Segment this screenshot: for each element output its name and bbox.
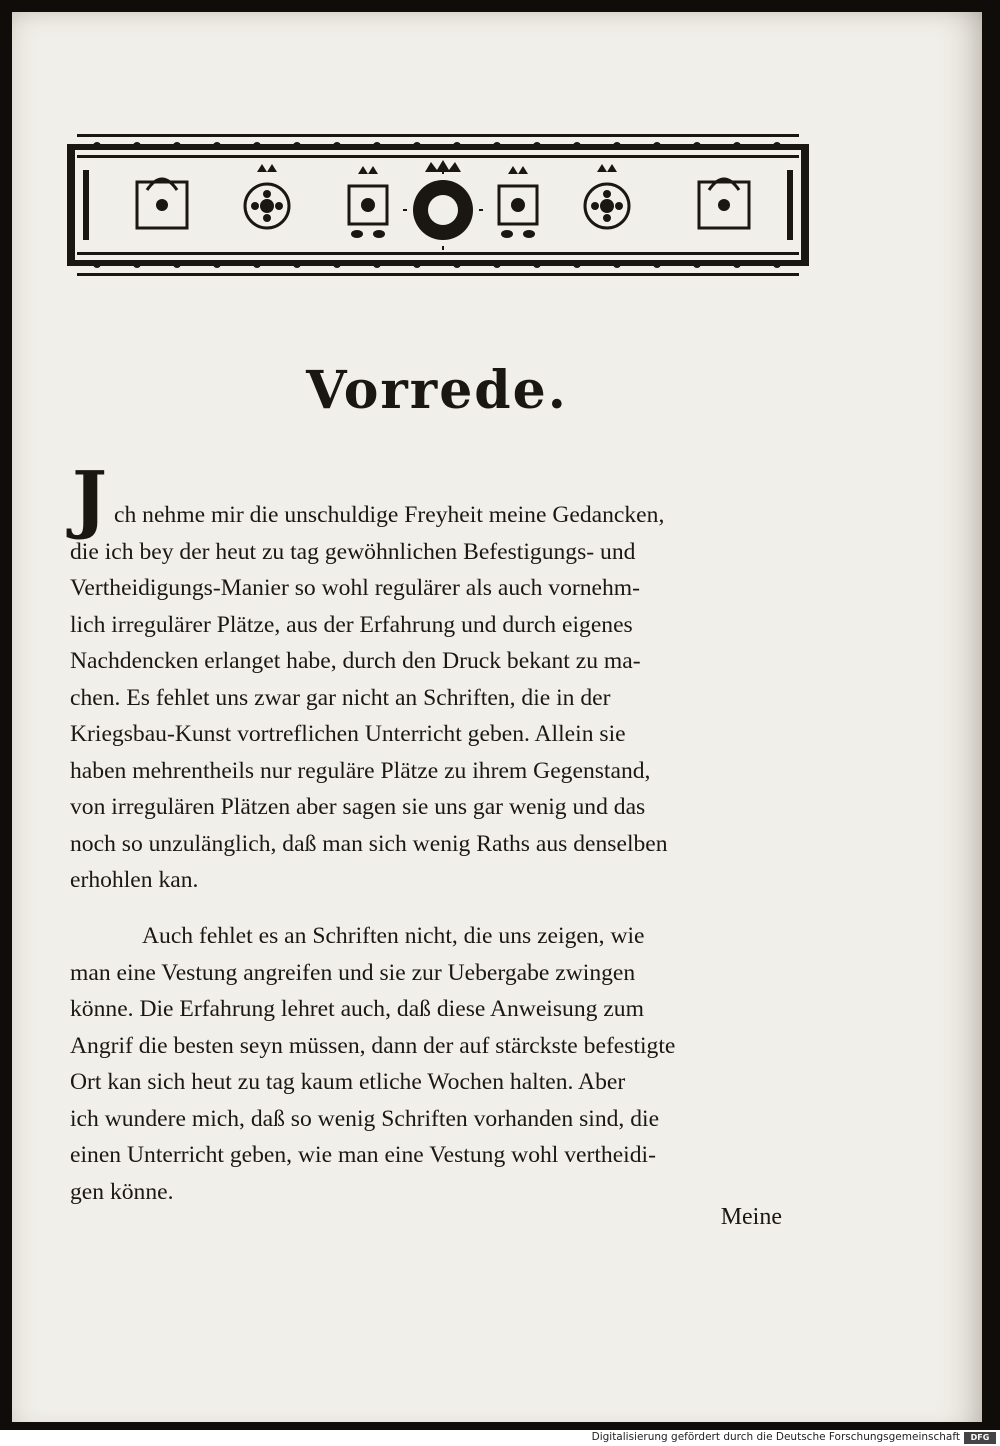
page-title: Vorrede. xyxy=(306,360,568,421)
text-line: Nachdencken erlanget habe, durch den Druck bekant zu ma- xyxy=(70,648,641,674)
text-line: Angrif die besten seyn müssen, dann der auf stärckste befestigte xyxy=(70,1032,676,1059)
catchword: Meine xyxy=(720,1204,782,1230)
text-line: Ort kan sich heut zu tag kaum etliche Wochen halten. Aber xyxy=(70,1069,626,1095)
text-line: lich irregulärer Plätze, aus der Erfahrung und durch eigenes xyxy=(70,611,633,638)
text-line: die ich bey der heut zu tag gewöhnlichen Befestigungs- und xyxy=(70,538,636,565)
book-page xyxy=(12,12,982,1422)
text-line: ch nehme mir die unschuldige Freyheit meine Gedancken, xyxy=(114,502,665,528)
paragraph-2 xyxy=(70,918,812,1210)
paragraph-1 xyxy=(70,497,812,899)
decorative-header-band xyxy=(67,130,809,280)
text-line: haben mehrentheils nur reguläre Plätze zu ihrem Gegenstand, xyxy=(70,757,651,784)
text-line: man eine Vestung angreifen und sie zur Uebergabe zwingen xyxy=(70,959,636,986)
footer-credit: Digitalisierung gefördert durch die Deutsche Forschungsgemeinschaft xyxy=(591,1431,960,1443)
text-line: Auch fehlet es an Schriften nicht, die uns zeigen, wie xyxy=(142,923,645,949)
ornament-svg xyxy=(67,130,809,280)
text-line: gen könne. xyxy=(70,1178,174,1205)
dfg-logo: DFG xyxy=(964,1432,996,1444)
text-line: einen Unterricht geben, wie man eine Vestung wohl vertheidi- xyxy=(70,1142,656,1168)
text-line: chen. Es fehlet uns zwar gar nicht an Schriften, die in der xyxy=(70,684,611,711)
text-line: noch so unzulänglich, daß man sich wenig Raths aus denselben xyxy=(70,830,668,857)
text-line: Vertheidigungs-Manier so wohl regulärer als auch vornehm- xyxy=(70,575,641,601)
drop-cap: J xyxy=(72,456,108,542)
digitization-footer xyxy=(0,1430,1000,1446)
text-line: erhohlen kan. xyxy=(70,867,199,893)
text-line: ich wundere mich, daß so wenig Schriften vorhanden sind, die xyxy=(70,1105,660,1132)
text-line: könne. Die Erfahrung lehret auch, daß diese Anweisung zum xyxy=(70,996,644,1022)
text-line: von irregulären Plätzen aber sagen sie uns gar wenig und das xyxy=(70,794,646,820)
text-line: Kriegsbau-Kunst vortreflichen Unterricht geben. Allein sie xyxy=(70,721,626,747)
